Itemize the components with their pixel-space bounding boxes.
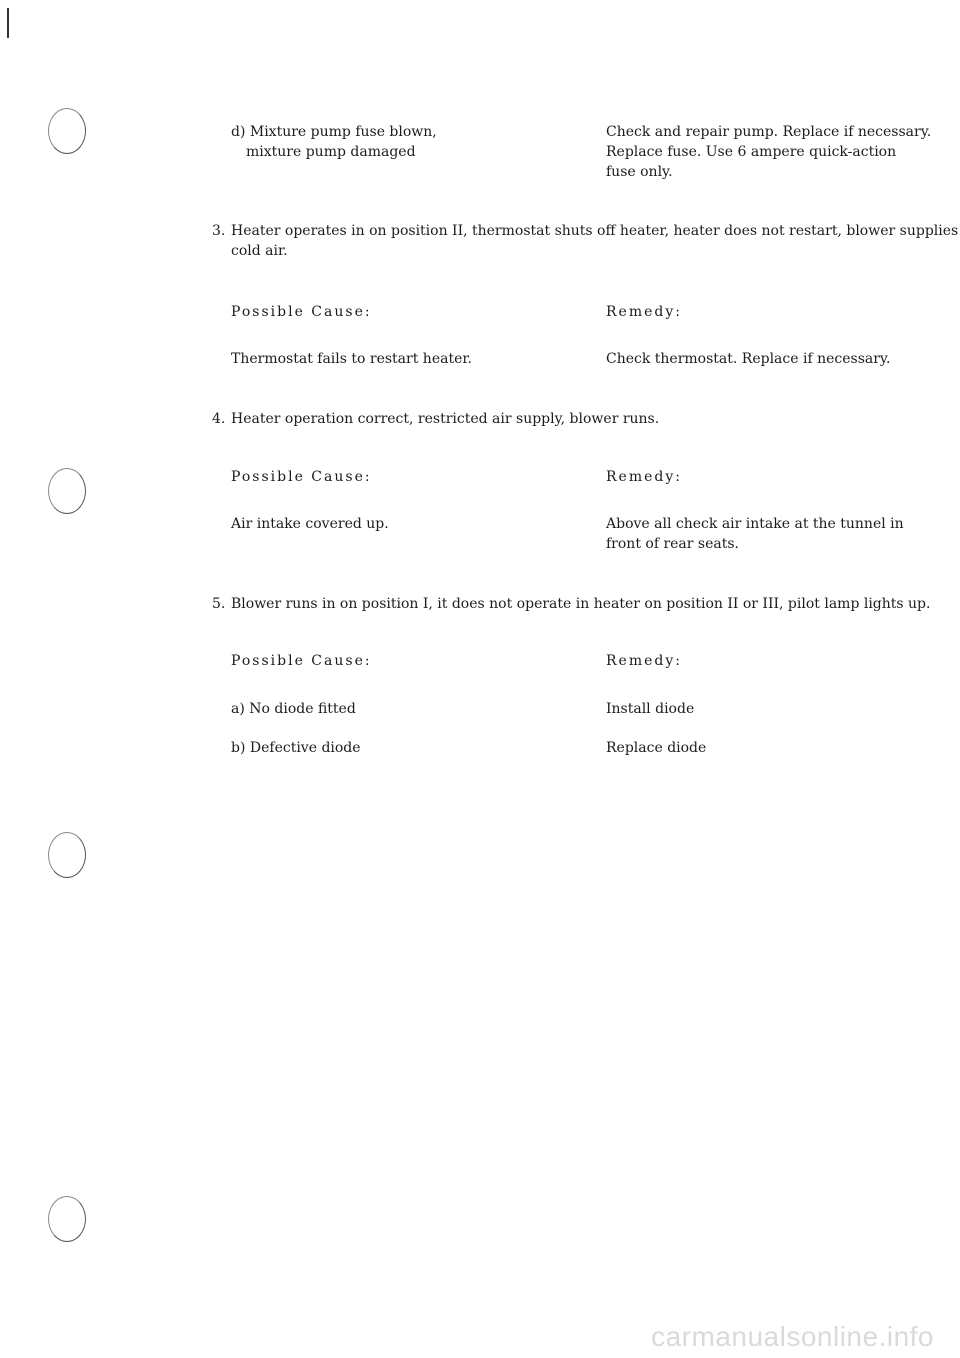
section-number: 5. (212, 596, 226, 612)
section-title-line-1: Heater operates in on position II, thermostat shuts off heater, heater does not restart, blower supplies (231, 223, 959, 239)
section-title-line-2: cold air. (231, 243, 288, 259)
cause-text: Air intake covered up. (231, 516, 389, 532)
possible-cause-header: Possible Cause: (231, 469, 372, 485)
top-cause-line-2: mixture pump damaged (246, 144, 416, 160)
section-title-line-1: Blower runs in on position I, it does not operate in heater on position II or III, pilot lamp lights up. (231, 596, 931, 612)
remedy-text-line-1: Above all check air intake at the tunnel in (606, 516, 904, 532)
punch-hole-1 (48, 108, 86, 154)
possible-cause-header: Possible Cause: (231, 653, 372, 669)
cause-text: b) Defective diode (231, 740, 361, 756)
remedy-text: Check thermostat. Replace if necessary. (606, 351, 891, 367)
remedy-header: Remedy: (606, 653, 682, 669)
remedy-text: Replace diode (606, 740, 707, 756)
cause-text: Thermostat fails to restart heater. (231, 351, 472, 367)
top-remedy-line-2: Replace fuse. Use 6 ampere quick-action (606, 144, 897, 160)
section-number: 4. (212, 411, 226, 427)
remedy-text-line-2: front of rear seats. (606, 536, 739, 552)
top-remedy-line-3: fuse only. (606, 164, 673, 180)
watermark: carmanualsonline.info (651, 1321, 934, 1352)
possible-cause-header: Possible Cause: (231, 304, 372, 320)
top-cause-line-1: d) Mixture pump fuse blown, (231, 124, 437, 140)
punch-hole-2 (48, 468, 86, 514)
top-remedy-line-1: Check and repair pump. Replace if necessary. (606, 124, 932, 140)
remedy-text: Install diode (606, 701, 695, 717)
section-title-line-1: Heater operation correct, restricted air supply, blower runs. (231, 411, 660, 427)
remedy-header: Remedy: (606, 469, 682, 485)
section-number: 3. (212, 223, 226, 239)
punch-hole-3 (48, 832, 86, 878)
remedy-header: Remedy: (606, 304, 682, 320)
punch-hole-4 (48, 1196, 86, 1242)
cause-text: a) No diode fitted (231, 701, 356, 717)
binder-edge-mark (7, 8, 9, 38)
